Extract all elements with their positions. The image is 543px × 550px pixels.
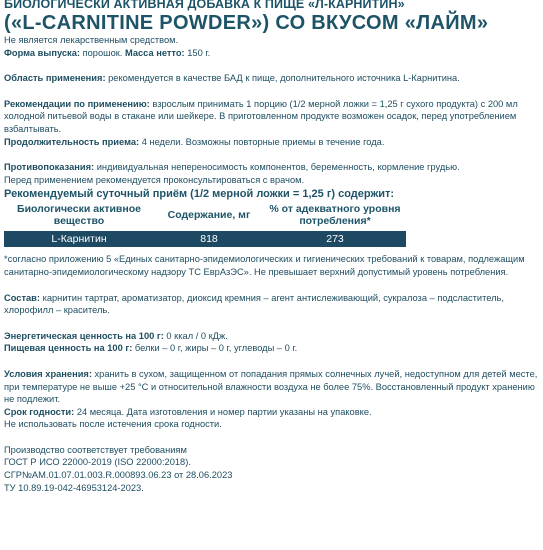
table-header-row — [4, 202, 406, 231]
energy-text: 0 ккал / 0 кДж. — [163, 330, 228, 341]
composition-text: карнитин тартрат, ароматизатор, диоксид кремния – агент антислеживающий, сукралоза – подсластитель, хлорофилл – краситель. — [4, 292, 504, 316]
cell-content: 818 — [154, 231, 264, 247]
header-substance: Биологически активное вещество — [17, 203, 141, 228]
production-line-2: ГОСТ Р ИСО 22000-2019 (ISO 22000:2018). — [4, 457, 191, 468]
production-line-1: Производство соответствует требованиям — [4, 444, 187, 455]
table-footnote: *согласно приложению 5 «Единых санитарно-эпидемиологических и гигиенических требований к товарам, подлежащим санитарно-эпидемиологическому надзору ТС ЕврАзЭС». Не превышает верхний допустимый уровень потребления. — [4, 254, 525, 277]
energy-label: Энергетическая ценность на 100 г: — [4, 330, 164, 341]
mass-label: Масса нетто: — [124, 47, 185, 58]
table-row — [4, 231, 406, 247]
application-text: рекомендуется в качестве БАД к пище, дополнительного источника L-Карнитина. — [105, 73, 460, 84]
cell-percent: 273 — [264, 231, 406, 247]
daily-intake-title: Рекомендуемый суточный приём (1/2 мерной ложки = 1,25 г) содержит: — [4, 188, 395, 201]
intake-duration — [4, 136, 540, 149]
storage-conditions — [4, 368, 540, 406]
contraindications-label: Противопоказания: — [4, 162, 95, 173]
mass-value: 150 г. — [184, 47, 211, 58]
contraindications-text: индивидуальная непереносимость компонентов, беременность, кормление грудью. — [94, 162, 460, 173]
shelf-life — [4, 406, 540, 419]
header-percent: % от адекватного уровня потребления* — [269, 203, 401, 228]
title-line-1: БИОЛОГИЧЕСКИ АКТИВНАЯ ДОБАВКА К ПИЩЕ «Л-КАРНИТИН» — [4, 0, 405, 11]
storage-text: хранить в сухом, защищенном от попадания прямых солнечных лучей, недоступном для детей месте, при температуре не выше +25 °С и относительной влажности воздуха не более 75%. Восстановленный продукт хранению не подлежит. — [4, 368, 538, 405]
application-area — [4, 72, 540, 85]
shelf-life-text: 24 месяца. Дата изготовления и номер партии указаны на упаковке. — [74, 406, 372, 417]
product-label — [4, 0, 540, 494]
title-line-2: («L-CARNITINE POWDER») СО ВКУСОМ «ЛАЙМ» — [4, 12, 489, 34]
cell-substance: L-Карнитин — [4, 231, 154, 247]
form-value: порошок. — [79, 47, 125, 58]
nutrition-value — [4, 342, 540, 355]
recommendations-label: Рекомендации по применению: — [4, 98, 150, 109]
composition — [4, 292, 540, 317]
expiry-note: Не использовать после истечения срока годности. — [4, 419, 222, 430]
recommendations-text: взрослым принимать 1 порцию (1/2 мерной ложки = 1,25 г сухого продукта) с 200 мл холодной питьевой воды в стакане или шейкере. В приготовленном продукте возможен осадок, перед употреблением взбалтывать. — [4, 98, 518, 134]
consult-doctor-note: Перед применением рекомендуется проконсультироваться с врачом. — [4, 174, 305, 185]
duration-label: Продолжительность приема: — [4, 136, 140, 147]
storage-label: Условия хранения: — [4, 368, 92, 379]
application-label: Область применения: — [4, 73, 106, 84]
production-line-4: ТУ 10.89.19-042-46953124-2023. — [4, 482, 144, 493]
usage-recommendations — [4, 98, 540, 136]
form-and-mass — [4, 47, 540, 60]
energy-value — [4, 330, 540, 343]
composition-label: Состав: — [4, 292, 40, 303]
contraindications — [4, 161, 540, 174]
header-content: Содержание, мг — [167, 209, 251, 222]
production-line-3: СГР№AM.01.07.01.003.R.000893.06.23 от 28.06.2023 — [4, 470, 233, 481]
shelf-life-label: Срок годности: — [4, 406, 75, 417]
nutrition-text: белки – 0 г, жиры – 0 г, углеводы – 0 г. — [132, 343, 298, 354]
daily-intake-table — [4, 202, 406, 247]
duration-text: 4 недели. Возможны повторные приемы в течение года. — [139, 136, 385, 147]
form-label: Форма выпуска: — [4, 47, 80, 58]
nutrition-label: Пищевая ценность на 100 г: — [4, 343, 133, 354]
not-medicine-note: Не является лекарственным средством. — [4, 35, 179, 45]
